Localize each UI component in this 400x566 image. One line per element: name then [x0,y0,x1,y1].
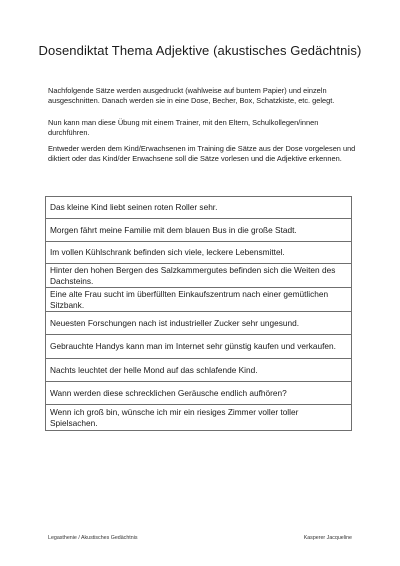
sentence-row [46,382,352,405]
sentence-row [46,242,352,264]
sentence-table [45,196,352,431]
sentence-row [46,288,352,312]
footer-right: Kasperer Jacqueline [303,535,352,541]
intro-paragraph-2: Nun kann man diese Übung mit einem Trainer, mit den Eltern, Schulkollegen/innen durchführen. [48,118,319,138]
sentence-cell: Morgen fährt meine Familie mit dem blauen Bus in die große Stadt. [46,219,352,242]
sentence-row [46,197,352,219]
sentence-cell: Wann werden diese schrecklichen Geräusche endlich aufhören? [46,382,352,405]
sentence-row [46,405,352,431]
sentence-cell: Neuesten Forschungen nach ist industrieller Zucker sehr ungesund. [46,312,352,335]
sentence-row [46,264,352,288]
intro-paragraph-1: Nachfolgende Sätze werden ausgedruckt (wahlweise auf buntem Papier) und einzeln ausgeschnitten. Danach werden sie in eine Dose, Becher, Box, Schatzkiste, etc. gelegt. [48,86,335,106]
sentence-row [46,219,352,242]
sentence-cell: Nachts leuchtet der helle Mond auf das schlafende Kind. [46,359,352,382]
sentence-row [46,359,352,382]
footer-left: Legasthenie / Akustisches Gedächtnis [48,535,138,541]
sentence-row [46,335,352,359]
sentence-row [46,312,352,335]
intro-paragraph-3: Entweder werden dem Kind/Erwachsenen im Training die Sätze aus der Dose vorgelesen und diktiert oder das Kind/der Erwachsene soll die Sätze vorlesen und die Adjektive erkennen. [48,144,356,164]
sentence-cell: Wenn ich groß bin, wünsche ich mir ein riesiges Zimmer voller toller Spielsachen. [46,405,352,431]
sentence-cell: Eine alte Frau sucht im überfüllten Einkaufszentrum nach einer gemütlichen Sitzbank. [46,288,352,312]
sentence-cell: Das kleine Kind liebt seinen roten Roller sehr. [46,197,352,219]
sentence-cell: Gebrauchte Handys kann man im Internet sehr günstig kaufen und verkaufen. [46,335,352,359]
document-title: Dosendiktat Thema Adjektive (akustisches Gedächtnis) [38,43,362,58]
sentence-cell: Im vollen Kühlschrank befinden sich viele, leckere Lebensmittel. [46,242,352,264]
sentence-cell: Hinter den hohen Bergen des Salzkammergutes befinden sich die Weiten des Dachsteins. [46,264,352,288]
